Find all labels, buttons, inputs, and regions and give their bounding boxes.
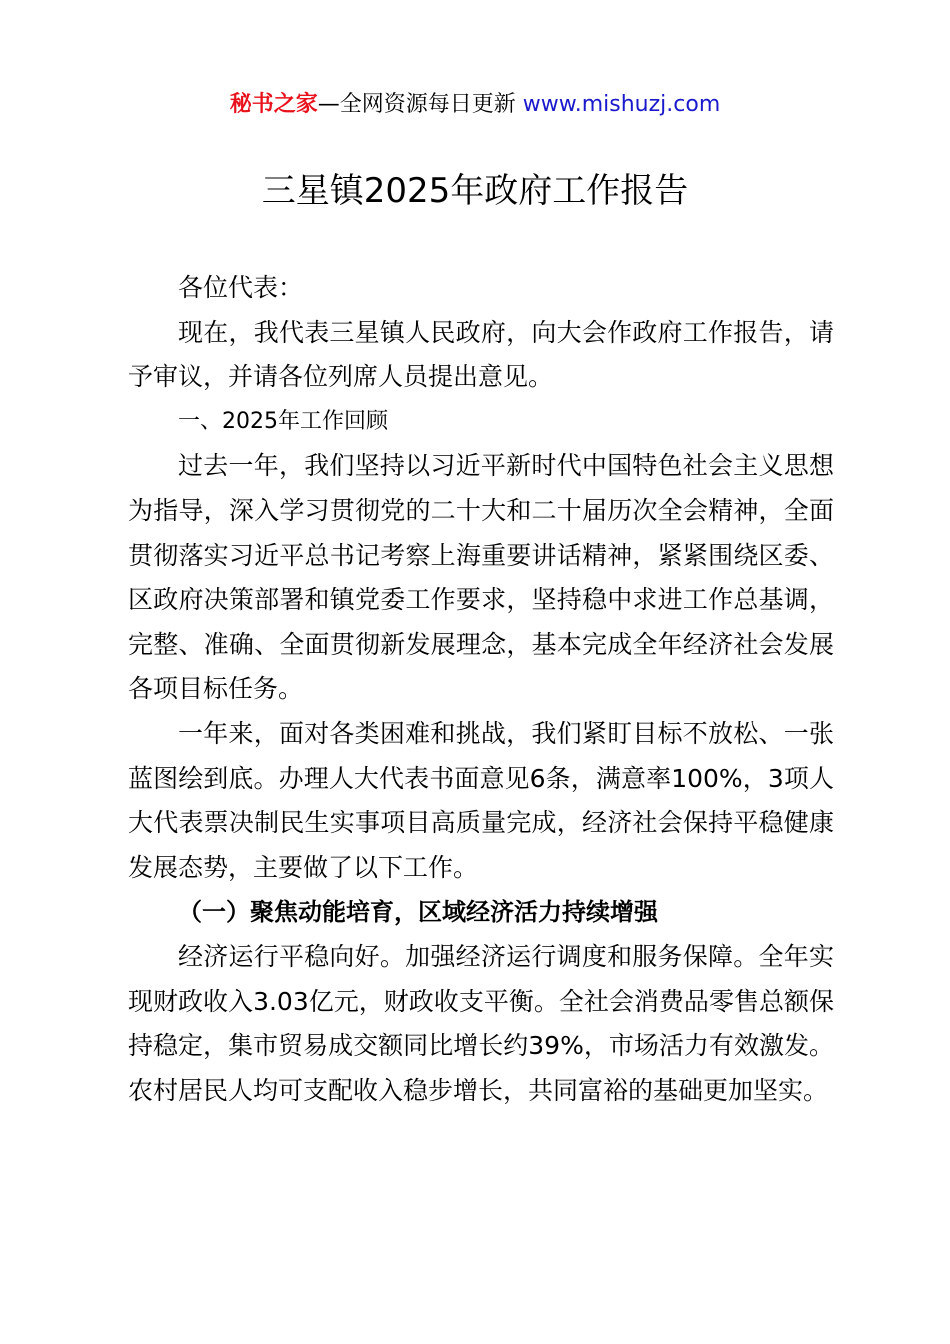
intro-paragraph: 现在，我代表三星镇人民政府，向大会作政府工作报告，请予审议，并请各位列席人员提出意见。 — [128, 317, 834, 392]
subsection-heading-economy: （一）聚焦动能培育，区域经济活力持续增强 — [178, 898, 658, 927]
section-heading-review: 一、2025年工作回顾 — [178, 408, 388, 434]
year-summary-paragraph: 一年来，面对各类困难和挑战，我们紧盯目标不放松、一张蓝图绘到底。办理人大代表书面意见6条，满意率100%，3项人大代表票决制民生实事项目高质量完成，经济社会保持平稳健康发展态势，主要做了以下工作。 — [128, 718, 834, 882]
site-url-link[interactable]: www.mishuzj.com — [522, 92, 721, 117]
review-paragraph: 过去一年，我们坚持以习近平新时代中国特色社会主义思想为指导，深入学习贯彻党的二十大和二十届历次全会精神，全面贯彻落实习近平总书记考察上海重要讲话精神，紧紧围绕区委、区政府决策部署和镇党委工作要求，坚持稳中求进工作总基调，完整、准确、全面贯彻新发展理念，基本完成全年经济社会发展各项目标任务。 — [128, 451, 834, 704]
header-tagline: —全网资源每日更新 — [317, 92, 516, 117]
brand-name: 秘书之家 — [229, 92, 318, 117]
header-banner — [0, 88, 950, 122]
economy-paragraph: 经济运行平稳向好。加强经济运行调度和服务保障。全年实现财政收入3.03亿元，财政收支平衡。全社会消费品零售总额保持稳定，集市贸易成交额同比增长约39%，市场活力有效激发。农村居民人均可支配收入稳步增长，共同富裕的基础更加坚实。 — [128, 941, 834, 1105]
page-title: 三星镇2025年政府工作报告 — [261, 171, 689, 211]
salutation: 各位代表： — [178, 273, 304, 302]
document-body — [128, 266, 834, 1113]
